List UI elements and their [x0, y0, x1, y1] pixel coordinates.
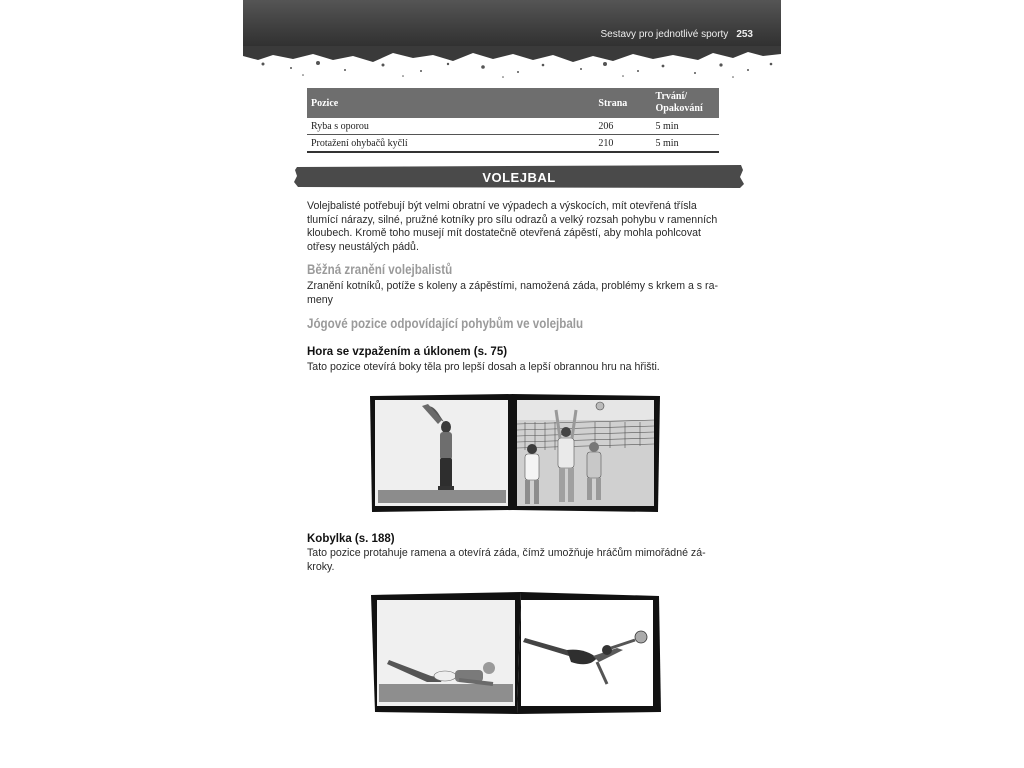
- column-header-duration: [652, 88, 719, 118]
- poses-heading: Jógové pozice odpovídající pohybům ve volejbalu: [307, 316, 584, 331]
- intro-line: tlumící nárazy, silné, pružné kotníky pro sílu odrazů a velký rozsah pohybu v ramenních: [307, 213, 718, 226]
- injuries-paragraph: [307, 280, 727, 307]
- photo-pair-mountain: [370, 394, 660, 512]
- table-row: [307, 118, 719, 135]
- photo-frame: [370, 394, 660, 512]
- pose-title: Hora se vzpažením a úklonem (s. 75): [307, 346, 508, 358]
- table-header-row: [307, 88, 719, 118]
- pose-description-line: Tato pozice protahuje ramena a otevírá záda, čímž umožňuje hráčům mimořádné zá-: [307, 547, 706, 559]
- injuries-heading: Běžná zranění volejbalistů: [307, 262, 453, 277]
- intro-paragraph: [307, 200, 727, 254]
- section-banner: [294, 165, 744, 188]
- injuries-line: meny: [307, 293, 333, 306]
- column-header-page: Strana: [594, 88, 651, 118]
- pose-description-line: kroky.: [307, 560, 335, 573]
- injuries-line: Zranění kotníků, potíže s koleny a zápěstími, namožená záda, problémy s krkem a s ra-: [307, 280, 718, 292]
- intro-line: kloubech. Kromě toho musejí mít dostatečně otevřená zápěstí, aby mohla pohlcovat: [307, 227, 701, 239]
- cell-page: 206: [594, 118, 651, 135]
- column-header-pose: Pozice: [307, 88, 594, 118]
- grunge-edge-decoration: [243, 46, 781, 80]
- photo-frame: [371, 592, 661, 714]
- cell-duration: 5 min: [652, 135, 719, 153]
- intro-line: Volejbalisté potřebují být velmi obratní ve výpadech a výskocích, mít otevřená třísla: [307, 200, 697, 212]
- header-text: [600, 29, 753, 40]
- pose-description: [307, 361, 727, 375]
- poses-table: [307, 88, 719, 153]
- column-header-duration-line1: Trvání/: [655, 91, 687, 102]
- column-header-duration-line2: Opakování: [655, 103, 703, 114]
- table-row: [307, 135, 719, 153]
- cell-pose: Protažení ohybačů kyčlí: [307, 135, 594, 153]
- page-number: 253: [736, 29, 753, 40]
- photo-pair-locust: [371, 592, 661, 714]
- section-title: VOLEJBAL: [482, 170, 556, 185]
- intro-line: otřesy neustálých pádů.: [307, 240, 419, 253]
- pose-description-line: Tato pozice otevírá boky těla pro lepší dosah a lepší obrannou hru na hřišti.: [307, 361, 660, 373]
- page-header: [243, 0, 781, 50]
- pose-description: [307, 547, 727, 574]
- cell-duration: 5 min: [652, 118, 719, 135]
- cell-pose: Ryba s oporou: [307, 118, 594, 135]
- header-title: Sestavy pro jednotlivé sporty: [600, 29, 729, 40]
- pose-title: Kobylka (s. 188): [307, 533, 395, 545]
- cell-page: 210: [594, 135, 651, 153]
